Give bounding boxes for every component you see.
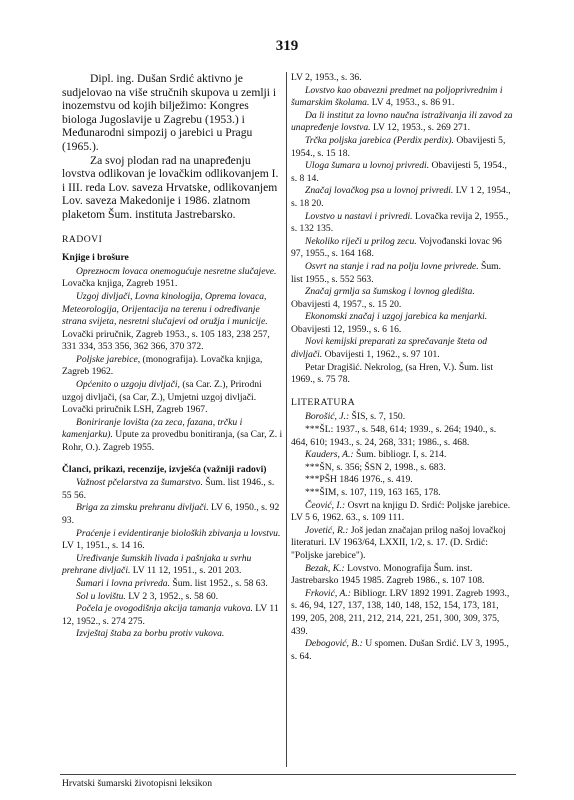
literature-entry <box>291 449 515 462</box>
entry-author: Frković, A.: <box>305 587 351 599</box>
literature-entry <box>291 588 515 638</box>
bibliography-entry <box>291 286 515 311</box>
entry-details: (sa Car. Z.), Prirodni uzgoj divljači, (sa Car, Z.), Umjetni uzgoj divljači. Lovački priručnik LSH, Zagreb 1967. <box>62 379 262 416</box>
entry-author: Borošić, J.: <box>305 411 350 423</box>
entry-details: LV 4, 1953., s. 86 91. <box>369 97 455 109</box>
bibliography-entry <box>62 266 284 291</box>
entry-title: Boniriranje lovišta (za zeca, fazana, trčku i kamenjarku). <box>62 416 243 441</box>
bibliography-entry <box>291 135 515 160</box>
bibliography-entry <box>291 311 515 336</box>
entry-title: Šumari i lovna privreda. <box>76 577 170 589</box>
bibliography-entry <box>291 72 515 85</box>
entry-title: Briga za zimsku prehranu divljači. <box>76 502 209 514</box>
bibliography-entry <box>62 628 284 641</box>
left-column <box>62 72 284 641</box>
bibliography-entry <box>62 291 284 354</box>
bibliography-entry <box>62 477 284 502</box>
entry-details: Obavijesti 4, 1957., s. 15 20. <box>291 298 402 310</box>
bibliography-entry <box>62 354 284 379</box>
bibliography-entry <box>291 336 515 361</box>
entry-details: Lovstvo. Monografija Šum. inst. Jastrebarsko 1945 1985. Zagreb 1986., s. 107 108. <box>291 562 485 587</box>
entry-details: Još jedan značajan prilog našoj lovačkoj literaturi. LV 1963/64, LXXII, 1/2, s. 17. (D. Srdić: "Poljske jarebice"). <box>291 524 506 561</box>
entry-title: Uzgoj divljači, Lovna kinologija, Oprema lovaca, Meteorologija, Orijentacija na terenu i određivanje strana svijeta, nesretni slučajevi od oružja i municije. <box>62 290 268 328</box>
entry-title: Nekoliko riječi u prilog zecu. <box>305 235 417 247</box>
entry-details: LV 2, 1953., s. 36. <box>291 72 362 83</box>
literature-list <box>291 411 515 663</box>
entry-details: LV 11 12, 1951., s. 201 203. <box>130 565 242 577</box>
entry-title: Trčka poljska jarebica (Perdix perdix). <box>305 134 454 146</box>
entry-title: Lovstvo kao obavezni predmet na poljoprivrednim i šumarskim školama. <box>291 84 503 109</box>
entry-title: Počela je ovogodišnja akcija tamanja vukova. <box>76 603 253 615</box>
articles-heading: Članci, prikazi, recenzije, izvješća (važniji radovi) <box>62 463 267 475</box>
page-number: 319 <box>275 38 299 54</box>
bibliography-entry <box>291 85 515 110</box>
entry-title: Poljske jarebice, <box>76 353 141 365</box>
entry-title: Praćenje i evidentiranje bioloških zbivanja u lovstvu. <box>76 527 281 539</box>
entry-details: Šum. list 1955., s. 552 563. <box>291 260 502 285</box>
bibliography-entry <box>62 591 284 604</box>
entry-details: Petar Dragišić. Nekrolog, (sa Hren, V.). Šum. list 1969., s. 75 78. <box>291 361 494 386</box>
literature-entry <box>291 525 515 563</box>
entry-details: Lovačka revija 2, 1955., s. 132 135. <box>291 210 509 235</box>
entry-details: Šum. bibliogr. I, s. 214. <box>353 449 447 461</box>
entry-details: Bibliogr. LRV 1892 1991. Zagreb 1993., s. 46, 94, 127, 137, 138, 140, 148, 152, 154, 173, 181, 199, 205, 208, 211, 212, 214, 221, 251, 300, 309, 375, 439. <box>291 587 510 637</box>
bibliography-entry <box>62 528 284 553</box>
literature-entry <box>291 424 515 449</box>
entry-details: ***ŠN, s. 356; ŠSN 2, 1998., s. 683. <box>305 461 446 473</box>
intro-paragraph: Za svoj plodan rad na unapređenju lovstva odlikovan je lovačkim odlikovanjem I. i III. reda Lov. saveza Hrvatske, odlikovanjem Lov. saveza Makedonije i 1986. zlatnom plaketom Šum. instituta Jastrebarsko. <box>62 153 279 221</box>
entry-details: LV 1 2, 1954., s. 18 20. <box>291 185 511 209</box>
entry-details: Obavijesti 1, 1962., s. 97 101. <box>322 349 440 361</box>
entry-details: Obavijesti 5, 1954., s. 8 14. <box>291 160 507 184</box>
entry-title: Novi kemijski preparati za sprečavanje šteta od divljači. <box>291 336 488 361</box>
entry-title: Oprezност lovaca onemogućuje nesretne slučajeve. <box>76 265 277 277</box>
entry-author: Čeović, I.: <box>305 499 346 511</box>
entry-details: ***ŠL: 1937., s. 548, 614; 1939., s. 264; 1940., s. 464, 610; 1943., s. 24, 268, 331; 1986., s. 468. <box>291 424 497 448</box>
entry-details: LV 6, 1950., s. 92 93. <box>62 502 280 526</box>
footer-rule <box>60 774 516 775</box>
entry-details: Vojvođanski lovac 96 97, 1955., s. 164 168. <box>291 235 502 260</box>
literature-entry <box>291 638 515 663</box>
entry-details: U spomen. Dušan Srdić. LV 3, 1995., s. 64. <box>291 638 509 662</box>
entry-author: Debogović, B.: <box>305 638 363 650</box>
literature-entry <box>291 411 515 424</box>
entry-author: Kauders, A.: <box>305 449 354 461</box>
entry-details: LV 11 12, 1952., s. 274 275. <box>62 603 279 627</box>
literature-entry <box>291 462 515 475</box>
entry-details: LV 12, 1953., s. 269 271. <box>370 122 470 134</box>
bibliography-entry <box>291 211 515 236</box>
entry-details: ŠIS, s. 7, 150. <box>349 411 406 423</box>
entry-details: ***PŠH 1846 1976., s. 419. <box>305 474 413 486</box>
bibliography-entry <box>291 110 515 135</box>
bibliography-entry <box>291 362 515 387</box>
entry-details: Obavijesti 5, 1954., s. 15 18. <box>291 134 506 159</box>
bibliography-entry <box>62 417 284 455</box>
bibliography-entry <box>62 553 284 578</box>
entry-title: Lovstvo u nastavi i privredi. <box>305 210 413 222</box>
column-divider <box>286 72 287 767</box>
entry-details: LV 1, 1951., s. 14 16. <box>62 540 145 552</box>
entry-title: Važnost pčelarstva za šumarstvo. <box>76 477 203 489</box>
articles-list-continued <box>291 72 515 387</box>
right-column <box>291 72 515 663</box>
section-heading-literatura: LITERATURA <box>291 396 356 408</box>
entry-details: LV 2 3, 1952., s. 58 60. <box>125 590 219 602</box>
footer-title: Hrvatski šumarski životopisni leksikon <box>62 778 213 789</box>
articles-list <box>62 477 284 641</box>
entry-author: Bezak, K.: <box>305 562 345 574</box>
entry-details: (monografija). Lovačka knjiga, Zagreb 1962. <box>62 353 263 378</box>
entry-details: ***ŠIM, s. 107, 119, 163 165, 178. <box>305 487 441 498</box>
entry-title: Uređivanje šumskih livada i pašnjaka u svrhu prehrane divljači. <box>62 552 252 577</box>
bibliography-entry <box>291 185 515 210</box>
bibliography-entry <box>62 379 284 417</box>
literature-entry <box>291 563 515 588</box>
books-heading: Knjige i brošure <box>62 252 129 264</box>
entry-details: Obavijesti 12, 1959., s. 6 16. <box>291 323 402 335</box>
literature-entry <box>291 474 515 487</box>
literature-entry <box>291 487 515 500</box>
entry-details: Lovački priručnik, Zagreb 1953., s. 105 183, 238 257, 331 334, 353 356, 362 366, 370 372. <box>62 328 270 353</box>
entry-title: Značaj grmlja sa šumskog i lovnog gledišta. <box>305 286 475 298</box>
entry-title: Općenito o uzgoju divljači, <box>76 379 180 391</box>
books-list <box>62 266 284 455</box>
section-heading-radovi: RADOVI <box>62 233 103 245</box>
bibliography-entry <box>62 578 284 591</box>
entry-title: Osvrt na stanje i rad na polju lovne privrede. <box>305 260 479 272</box>
bibliography-entry <box>62 603 284 628</box>
entry-title: Značaj lovačkog psa u lovnoj privredi. <box>305 185 454 197</box>
entry-details: Šum. list 1946., s. 55 56. <box>62 477 275 501</box>
intro-paragraph: Dipl. ing. Dušan Srdić aktivno je sudjelovao na više stručnih skupova u zemlji i inozemstvu od kojih bilježimo: Kongres biologa Jugoslavije u Zagrebu (1953.) i Međunarodni simpozij o jarebici u Pragu (1965.). <box>62 72 277 153</box>
literature-entry <box>291 500 515 525</box>
bibliography-entry <box>62 502 284 527</box>
entry-title: Ekonomski značaj i uzgoj jarebica ka menjarki. <box>305 311 488 323</box>
entry-title: Da li institut za lovno naučna istraživanja ili zavod za unapređenje lovstva. <box>291 109 513 134</box>
entry-details: Upute za provedbu bonitiranja, (sa Car, Z. i Rohr, O.). Zagreb 1955. <box>62 429 283 454</box>
entry-title: Sol u lovištu. <box>76 590 126 602</box>
entry-title: Izvještaj štaba za borbu protiv vukova. <box>76 628 225 640</box>
entry-details: Šum. list 1952., s. 58 63. <box>169 577 268 589</box>
entry-title: Uloga šumara u lovnoj privredi. <box>305 160 430 172</box>
entry-author: Jovetić, R.: <box>305 524 349 536</box>
bibliography-entry <box>291 160 515 185</box>
entry-details: Osvrt na knjigu D. Srdić: Poljske jarebice. LV 5 6, 1962. 63., s. 109 111. <box>291 499 511 524</box>
bibliography-entry <box>291 236 515 261</box>
entry-details: Lovačka knjiga, Zagreb 1951. <box>62 278 178 290</box>
biography-intro <box>62 72 284 222</box>
bibliography-entry <box>291 261 515 286</box>
